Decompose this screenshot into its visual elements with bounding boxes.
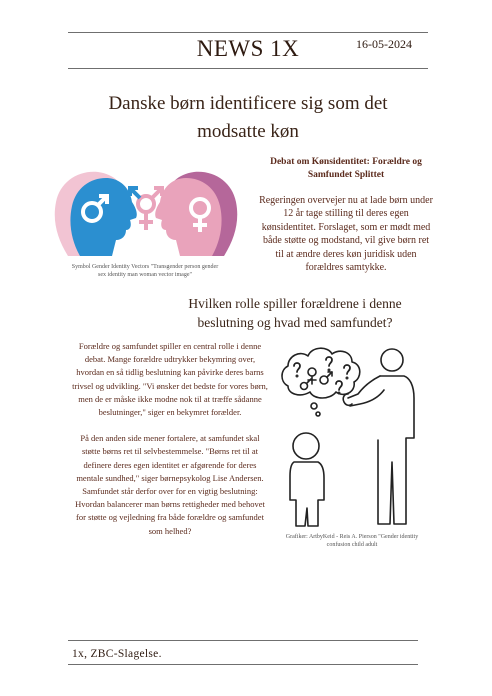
bottom-rule [68, 664, 418, 665]
question-mark-icon [294, 357, 350, 394]
article-subheading: Hvilken rolle spiller forældrene i denne beslutning og hvad med samfundet? [188, 296, 402, 330]
adult-child-illustration [274, 342, 424, 528]
body-paragraph: På den anden side mener fortalere, at samfundet skal støtte børns ret til selvbestemmelse. "Børns ret til at definere deres egen identitet er afgørende for deres mentale sundhed," siger børnepsykolog Lise Andersen. [76, 433, 264, 483]
article-headline: Danske børn identificere sig som det modsatte køn [108, 93, 388, 142]
masthead-rule [68, 68, 428, 69]
footer-text: 1x, ZBC-Slagelse. [72, 648, 162, 660]
masthead-title: NEWS 1X [196, 36, 300, 61]
article-deck: Debat om Kønsidentitet: Forældre og Samfundet Splittet [270, 157, 422, 180]
article-body [72, 340, 268, 538]
figure2-caption: Grafiker: ArtbyKeid - Reis A. Pierson "Gender identity confusion child adult [285, 534, 419, 548]
top-rule [68, 32, 428, 33]
body-paragraph: Forældre og samfundet spiller en central rolle i denne debat. Mange forældre udtrykker bekymring over, hvordan en så tidlig beslutning kan påvirke deres barns trivsel og udvikling. "Vi ønsker det bedste for vores børn, men de er måske ikke modne nok til at træffe sådanne beslutninger," siger en bekymret forælder. [72, 341, 268, 418]
article-lead: Regeringen overvejer nu at lade børn under 12 år tage stilling til deres egen kønsidentitet. Forslaget, som er mødt med både støtte og modstand, vil give børn ret til at ændre deres køn juridisk uden forældres samtykke. [259, 195, 433, 274]
issue-date: 16-05-2024 [356, 37, 412, 51]
gender-identity-illustration [40, 160, 252, 260]
figure1-caption: Symbol Gender Identity Vectors "Transgender person gender sex identity man woman vector image" [71, 264, 219, 278]
body-paragraph: Samfundet står derfor over for en vigtig beslutning: Hvordan balancerer man børns rettigheder med behovet for støtte og vejledning fra både forældre og samfundet som helhed? [75, 486, 265, 536]
footer-rule [68, 640, 418, 641]
